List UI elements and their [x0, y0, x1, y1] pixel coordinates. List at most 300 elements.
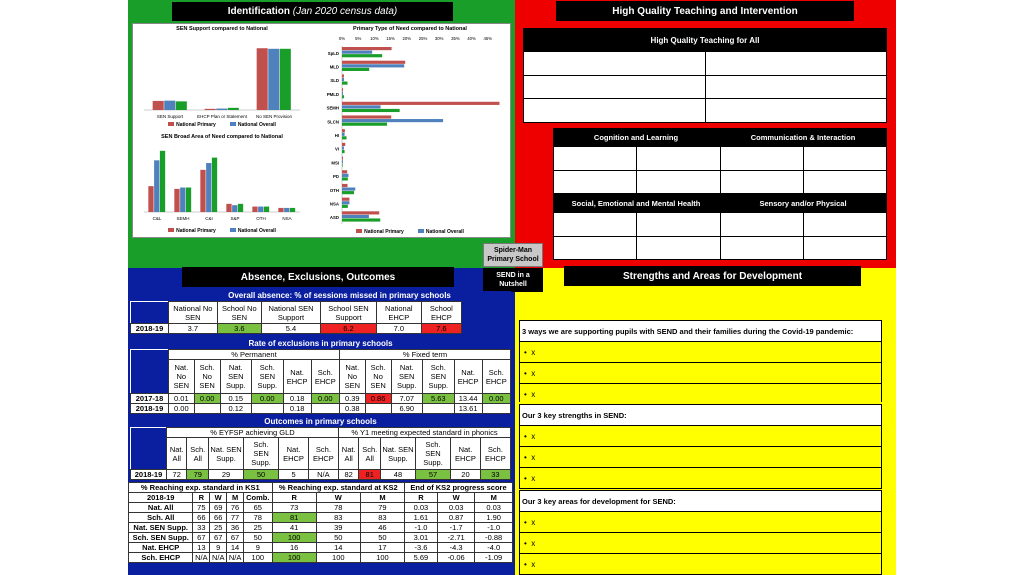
- bar: [342, 198, 349, 201]
- td: 0.86: [365, 394, 391, 404]
- td: 5: [279, 470, 309, 480]
- ci-label: Communication & Interaction: [750, 132, 856, 142]
- bar: [342, 146, 344, 149]
- td: N/A: [210, 553, 227, 563]
- td: 69: [210, 503, 227, 513]
- table-row: [131, 470, 511, 480]
- identification-title: [172, 2, 453, 21]
- th: R: [272, 493, 316, 503]
- th: National EHCP: [376, 302, 421, 324]
- th: Nat. EHCP: [451, 438, 481, 470]
- td: 14: [227, 543, 244, 553]
- td: 50: [244, 533, 273, 543]
- td: 33: [193, 523, 210, 533]
- type-of-need-chart: [312, 26, 508, 238]
- bullet: •: [524, 389, 527, 399]
- list-item: [520, 362, 881, 383]
- table-row: [129, 493, 513, 503]
- bar: [342, 215, 369, 218]
- bar: [342, 133, 345, 136]
- exclusions-title: Rate of exclusions in primary schools: [130, 339, 511, 349]
- y-tick-label: VI: [334, 146, 339, 152]
- x-tick-label: 15%: [386, 36, 395, 41]
- td: 73: [272, 503, 316, 513]
- td: 33: [480, 470, 510, 480]
- hq-all-header: [523, 28, 887, 52]
- bar: [342, 47, 392, 50]
- bar: [228, 108, 239, 110]
- th: % Reaching exp. standard at KS2: [272, 483, 404, 493]
- th: % Permanent: [169, 350, 340, 360]
- td: 78: [244, 513, 273, 523]
- td: 66: [210, 513, 227, 523]
- th: Sch. SEN Supp.: [422, 360, 454, 394]
- row-label: Nat. All: [129, 503, 193, 513]
- school-name: Spider-Man Primary School: [487, 247, 539, 263]
- bar: [280, 49, 291, 110]
- chart-legend: [136, 122, 308, 128]
- x-tick-label: NSA: [282, 216, 292, 221]
- ci-header: [719, 128, 887, 146]
- bar: [186, 188, 191, 212]
- broad-area-chart: [136, 134, 308, 238]
- item-text: x: [531, 347, 536, 357]
- row-label: Sch. SEN Supp.: [129, 533, 193, 543]
- table-row: [131, 404, 511, 414]
- bar: [342, 201, 349, 204]
- th: Sch. All: [187, 438, 209, 470]
- bar: [284, 208, 289, 212]
- td: 1.61: [405, 513, 438, 523]
- th: % Fixed term: [339, 350, 510, 360]
- blank-cell: [131, 302, 169, 324]
- bar: [252, 207, 257, 212]
- list-item: [520, 341, 881, 362]
- chart-title: SEN Support compared to National: [176, 26, 268, 32]
- td: 13: [193, 543, 210, 553]
- sp-label: Sensory and/or Physical: [759, 198, 847, 208]
- td: 0.03: [437, 503, 475, 513]
- bar: [290, 208, 295, 212]
- outcomes-title: Outcomes in primary schools: [130, 417, 511, 427]
- x-tick-label: 10%: [370, 36, 379, 41]
- table-row: [129, 533, 513, 543]
- th: Sch. No SEN: [194, 360, 220, 394]
- hq-title-text: High Quality Teaching and Intervention: [612, 5, 798, 17]
- th: Nat. No SEN: [339, 360, 365, 394]
- bar: [268, 49, 279, 110]
- strengths-heading: Our 3 key strengths in SEND:: [520, 405, 881, 425]
- bar: [257, 48, 268, 110]
- td: 0.00: [194, 394, 220, 404]
- th: M: [475, 493, 513, 503]
- identification-subtitle: (Jan 2020 census data): [292, 6, 398, 17]
- list-item: [520, 425, 881, 446]
- th: Nat. SEN Supp.: [391, 360, 422, 394]
- td: 17: [360, 543, 404, 553]
- list-item: [520, 532, 881, 553]
- td: -4.3: [437, 543, 475, 553]
- th: Nat. EHCP: [454, 360, 482, 394]
- td: [194, 404, 220, 414]
- td: 25: [244, 523, 273, 533]
- x-tick-label: C&I: [205, 216, 213, 221]
- legend-label: National Primary: [176, 228, 216, 234]
- identification-title-text: Identification: [227, 6, 290, 17]
- blank-cell: [131, 350, 169, 360]
- row-label: 2018-19: [131, 470, 167, 480]
- td: 0.15: [220, 394, 251, 404]
- td: 83: [360, 513, 404, 523]
- td: 100: [316, 553, 360, 563]
- cl-header: [553, 128, 719, 146]
- td: [311, 404, 339, 414]
- table-row: [129, 513, 513, 523]
- td: 29: [209, 470, 244, 480]
- td: 67: [193, 533, 210, 543]
- td: 16: [272, 543, 316, 553]
- absence-table: [130, 301, 462, 334]
- nutshell-label: SEND in a Nutshell: [496, 272, 530, 288]
- td: 100: [244, 553, 273, 563]
- td: 0.12: [220, 404, 251, 414]
- y-tick-label: MSI: [331, 160, 339, 166]
- td: 50: [360, 533, 404, 543]
- hq-all-label: High Quality Teaching for All: [650, 35, 760, 45]
- td: 81: [359, 470, 381, 480]
- th: Sch. All: [359, 438, 381, 470]
- outcomes-table: [130, 427, 511, 480]
- td: [482, 404, 510, 414]
- bar: [153, 101, 164, 110]
- item-text: x: [531, 473, 536, 483]
- td: 77: [227, 513, 244, 523]
- bar: [342, 74, 344, 77]
- bar: [174, 189, 179, 212]
- list-item: [520, 446, 881, 467]
- sen-support-chart: [136, 26, 308, 130]
- blank-cell: [131, 428, 167, 438]
- absence-title-text: Absence, Exclusions, Outcomes: [240, 271, 396, 283]
- table-row: [129, 523, 513, 533]
- row-label: 2018-19: [131, 324, 169, 334]
- x-tick-label: OTH: [256, 216, 266, 221]
- th: Nat. All: [338, 438, 358, 470]
- strengths-list: [519, 404, 882, 489]
- bullet: •: [524, 517, 527, 527]
- bar: [342, 177, 348, 180]
- y-tick-label: PMLD: [326, 91, 339, 97]
- td: [422, 404, 454, 414]
- bar: [342, 123, 387, 126]
- th: Nat. All: [167, 438, 187, 470]
- y-tick-label: NSA: [329, 201, 339, 207]
- th: School EHCP: [421, 302, 461, 324]
- td: 0.00: [482, 394, 510, 404]
- bullet: •: [524, 452, 527, 462]
- hq-all-grid: [523, 51, 887, 123]
- td: 13.44: [454, 394, 482, 404]
- bar: [342, 68, 369, 71]
- td: 0.38: [339, 404, 365, 414]
- td: -4.0: [475, 543, 513, 553]
- item-text: x: [531, 431, 536, 441]
- th: National SEN Support: [261, 302, 320, 324]
- th: 2018-19: [129, 493, 193, 503]
- bar: [342, 174, 348, 177]
- td: 3.7: [169, 324, 218, 334]
- td: -3.6: [405, 543, 438, 553]
- td: 7.0: [376, 324, 421, 334]
- td: 79: [187, 470, 209, 480]
- x-tick-label: SEMH: [176, 216, 190, 221]
- td: 0.03: [475, 503, 513, 513]
- y-tick-label: MLD: [329, 64, 339, 70]
- y-tick-label: SEMH: [326, 105, 339, 111]
- td: N/A: [308, 470, 338, 480]
- cl-label: Cognition and Learning: [593, 132, 679, 142]
- bar: [342, 164, 343, 167]
- semh-label: Social, Emotional and Mental Health: [571, 198, 701, 208]
- bar: [342, 136, 347, 139]
- td: 0.00: [251, 394, 283, 404]
- bar: [342, 160, 343, 163]
- blank-cell: [131, 438, 167, 470]
- td: 76: [227, 503, 244, 513]
- th: Nat. SEN Supp.: [220, 360, 251, 394]
- td: 79: [360, 503, 404, 513]
- x-tick-label: 40%: [467, 36, 476, 41]
- td: 72: [167, 470, 187, 480]
- td: 3.01: [405, 533, 438, 543]
- list-item: [520, 511, 881, 532]
- x-tick-label: No SEN Provision: [255, 114, 293, 119]
- row-label: 2018-19: [131, 404, 169, 414]
- y-tick-label: SLD: [330, 78, 339, 84]
- y-tick-label: PD: [333, 174, 339, 180]
- th: % Reaching exp. standard in KS1: [129, 483, 273, 493]
- bar: [342, 88, 343, 91]
- bar: [278, 208, 283, 212]
- td: 75: [193, 503, 210, 513]
- bullet: •: [524, 431, 527, 441]
- bar: [342, 129, 345, 132]
- td: 13.61: [454, 404, 482, 414]
- td: 50: [243, 470, 278, 480]
- td: 5.63: [422, 394, 454, 404]
- legend-label: National Overall: [237, 122, 276, 128]
- x-tick-label: C&L: [152, 216, 162, 221]
- td: 9: [244, 543, 273, 553]
- td: 0.18: [283, 394, 311, 404]
- bar: [148, 186, 153, 212]
- item-text: x: [531, 538, 536, 548]
- bar: [342, 95, 344, 98]
- bar: [342, 157, 343, 160]
- bar: [342, 184, 348, 187]
- bar: [176, 101, 187, 110]
- th: W: [437, 493, 475, 503]
- th: Nat. No SEN: [169, 360, 195, 394]
- strengths-title-text: Strengths and Areas for Development: [622, 270, 803, 282]
- chart-title: Primary Type of Need compared to National: [353, 26, 467, 32]
- x-tick-label: 5%: [355, 36, 362, 41]
- td: [251, 404, 283, 414]
- semh-header: [553, 194, 719, 212]
- item-text: x: [531, 452, 536, 462]
- td: 1.90: [475, 513, 513, 523]
- bar: [342, 92, 343, 95]
- td: 25: [210, 523, 227, 533]
- row-label: 2017-18: [131, 394, 169, 404]
- x-tick-label: S&P: [230, 216, 240, 221]
- th: Sch. EHCP: [308, 438, 338, 470]
- covid-list: [519, 320, 882, 402]
- bar: [342, 78, 344, 81]
- bar: [238, 204, 243, 212]
- nutshell-box: [483, 268, 543, 292]
- bar: [342, 51, 372, 54]
- y-tick-label: SpLD: [327, 50, 339, 56]
- th: National No SEN: [169, 302, 218, 324]
- td: 0.03: [405, 503, 438, 513]
- bullet: •: [524, 368, 527, 378]
- exclusions-table: [130, 349, 511, 414]
- th: W: [316, 493, 360, 503]
- td: 9: [210, 543, 227, 553]
- th: Sch. SEN Supp.: [415, 438, 450, 470]
- item-text: x: [531, 559, 536, 569]
- legend-label: National Primary: [364, 229, 404, 235]
- td: 39: [316, 523, 360, 533]
- td: 82: [338, 470, 358, 480]
- th: % EYFSP achieving GLD: [167, 428, 339, 438]
- ks-table: [128, 482, 513, 563]
- td: 48: [381, 470, 416, 480]
- td: 65: [244, 503, 273, 513]
- x-tick-label: SEN Support: [156, 114, 184, 119]
- x-tick-label: 25%: [418, 36, 428, 41]
- td: -0.06: [437, 553, 475, 563]
- td: -1.7: [437, 523, 475, 533]
- legend-label: National Primary: [176, 122, 216, 128]
- bar: [342, 170, 347, 173]
- th: M: [227, 493, 244, 503]
- bar: [342, 54, 382, 57]
- bar: [264, 207, 269, 212]
- td: 5.4: [261, 324, 320, 334]
- blank-cell: [131, 360, 169, 394]
- td: 0.39: [339, 394, 365, 404]
- y-tick-label: SLCN: [327, 119, 339, 125]
- x-tick-label: 20%: [402, 36, 412, 41]
- td: 67: [210, 533, 227, 543]
- th: Nat. SEN Supp.: [381, 438, 416, 470]
- td: [365, 404, 391, 414]
- td: 5.69: [405, 553, 438, 563]
- th: R: [193, 493, 210, 503]
- bar: [216, 109, 227, 110]
- th: Sch. SEN Supp.: [243, 438, 278, 470]
- td: 41: [272, 523, 316, 533]
- td: 14: [316, 543, 360, 553]
- x-tick-label: 30%: [434, 36, 444, 41]
- row-label: Nat. EHCP: [129, 543, 193, 553]
- type-of-need-svg: [312, 32, 508, 228]
- chart-legend: [312, 229, 508, 235]
- th: M: [360, 493, 404, 503]
- bar: [160, 151, 165, 212]
- table-row: [129, 543, 513, 553]
- td: 6.2: [321, 324, 377, 334]
- table-row: [129, 503, 513, 513]
- legend-label: National Overall: [237, 228, 276, 234]
- td: 67: [227, 533, 244, 543]
- td: -1.0: [475, 523, 513, 533]
- th: Nat. EHCP: [283, 360, 311, 394]
- bullet: •: [524, 538, 527, 548]
- td: 0.00: [169, 404, 195, 414]
- td: 3.6: [217, 324, 261, 334]
- list-item: [520, 553, 881, 574]
- row-label: Sch. EHCP: [129, 553, 193, 563]
- table-row: [129, 553, 513, 563]
- bar: [342, 64, 404, 67]
- bar: [226, 204, 231, 212]
- bar: [258, 207, 263, 212]
- td: 46: [360, 523, 404, 533]
- th: W: [210, 493, 227, 503]
- th: Comb.: [244, 493, 273, 503]
- bar: [342, 218, 380, 221]
- td: 0.18: [283, 404, 311, 414]
- item-text: x: [531, 368, 536, 378]
- th: Sch. EHCP: [480, 438, 510, 470]
- th: End of KS2 progress score: [405, 483, 513, 493]
- td: 20: [451, 470, 481, 480]
- td: 66: [193, 513, 210, 523]
- th: School No SEN: [217, 302, 261, 324]
- td: 100: [360, 553, 404, 563]
- chart-title: SEN Broad Area of Need compared to National: [161, 134, 283, 140]
- list-item: [520, 383, 881, 404]
- bar: [154, 160, 159, 212]
- bullet: •: [524, 347, 527, 357]
- bar: [342, 119, 443, 122]
- td: -1.0: [405, 523, 438, 533]
- broad-area-svg: [136, 140, 308, 226]
- td: 0.00: [311, 394, 339, 404]
- bar: [212, 158, 217, 212]
- bar: [232, 205, 237, 212]
- td: N/A: [227, 553, 244, 563]
- y-tick-label: HI: [334, 133, 339, 138]
- y-tick-label: OTH: [329, 187, 339, 193]
- td: 0.87: [437, 513, 475, 523]
- row-label: Sch. All: [129, 513, 193, 523]
- absence-title: [182, 267, 454, 287]
- bar: [342, 102, 499, 105]
- item-text: x: [531, 517, 536, 527]
- bar: [342, 191, 354, 194]
- bar: [342, 82, 348, 85]
- school-name-box: [483, 243, 543, 267]
- covid-heading: 3 ways we are supporting pupils with SEND and their families during the Covid-19 pandemic:: [520, 321, 881, 341]
- bar: [342, 150, 345, 153]
- td: 7.6: [421, 324, 461, 334]
- th: Nat. SEN Supp.: [209, 438, 244, 470]
- th: Sch. No SEN: [365, 360, 391, 394]
